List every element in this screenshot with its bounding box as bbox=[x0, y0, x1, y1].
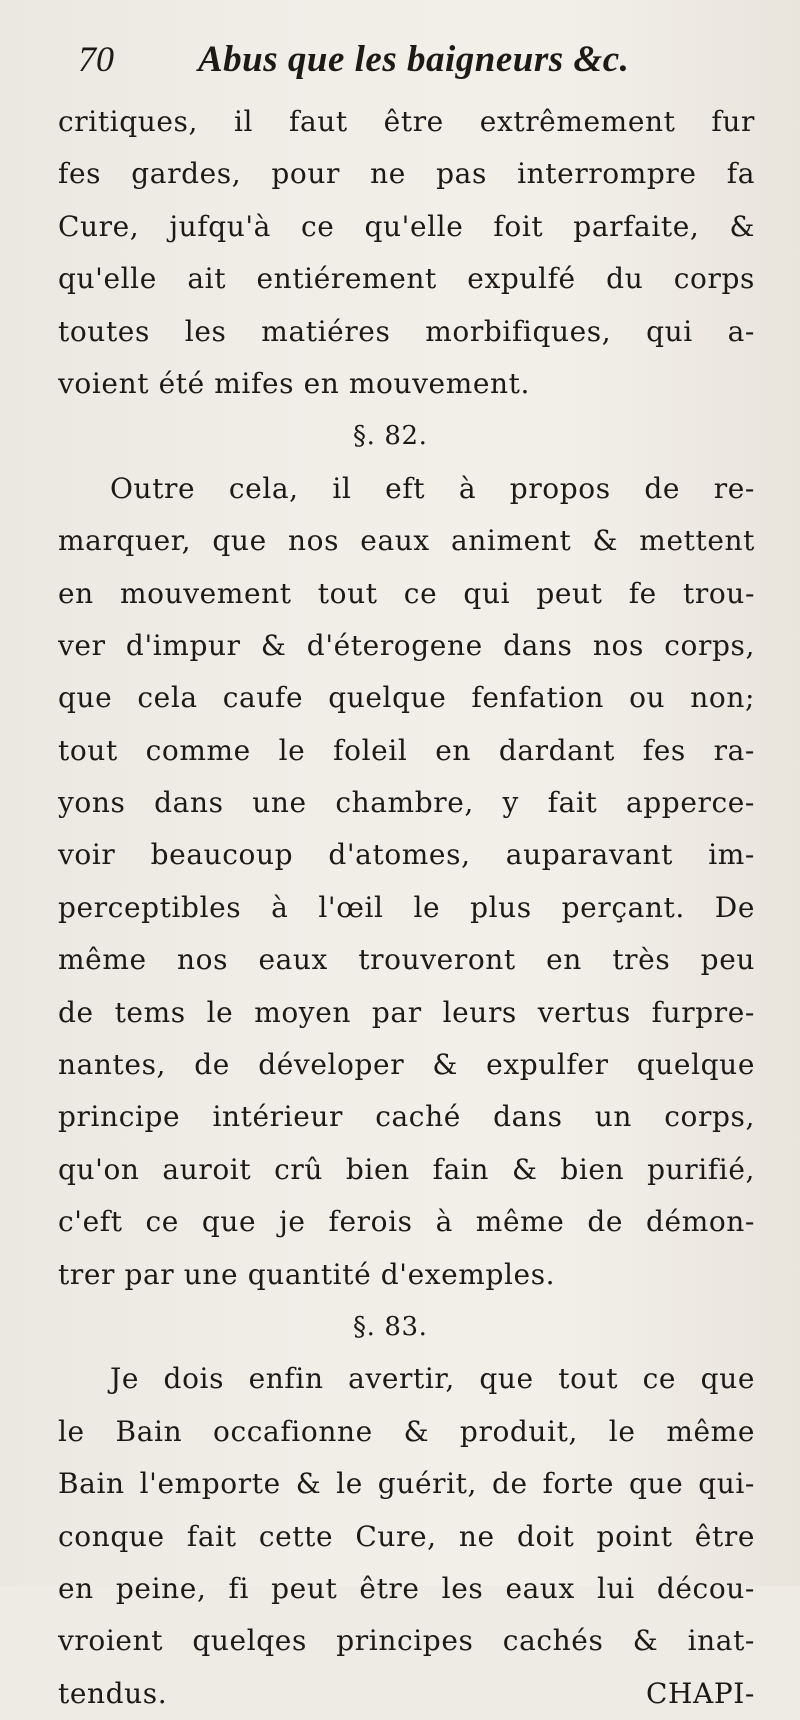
text-line: que cela caufe quelque fenfation ou non; bbox=[58, 681, 755, 715]
text-line: conque fait cette Cure, ne doit point être bbox=[58, 1519, 755, 1553]
text-line: fes gardes, pour ne pas interrompre fa bbox=[58, 157, 755, 191]
text-line: perceptibles à l'œil le plus perçant. De bbox=[58, 890, 755, 924]
text-line: Bain l'emporte & le guérit, de forte que qui- bbox=[58, 1467, 755, 1501]
text-line: en mouvement tout ce qui peut fe trou- bbox=[58, 576, 755, 610]
running-head bbox=[78, 38, 738, 88]
text-line: voient été mifes en mouvement. bbox=[58, 366, 531, 400]
text-line: voir beaucoup d'atomes, auparavant im- bbox=[58, 838, 755, 872]
page-number: 70 bbox=[78, 39, 114, 79]
text-line: marquer, que nos eaux animent & mettent bbox=[58, 524, 755, 558]
text-line: principe intérieur caché dans un corps, bbox=[58, 1100, 755, 1134]
text-line: tout comme le foleil en dardant fes ra- bbox=[58, 733, 755, 767]
text-line: critiques, il faut être extrêmement fur bbox=[58, 105, 755, 138]
last-line bbox=[58, 1668, 755, 1720]
text-line: toutes les matiéres morbifiques, qui a- bbox=[58, 314, 755, 348]
text-line: qu'elle ait entiérement expulfé du corps bbox=[58, 262, 755, 296]
text-line: trer par une quantité d'exemples. bbox=[58, 1257, 556, 1291]
catchword: CHAPI- bbox=[645, 1676, 755, 1710]
body-text bbox=[58, 96, 755, 1720]
text-line: Cure, jufqu'à ce qu'elle foit parfaite, & bbox=[58, 209, 755, 243]
text-line: Je dois enfin avertir, que tout ce que bbox=[110, 1362, 755, 1396]
text-line: ver d'impur & d'éterogene dans nos corps, bbox=[58, 628, 755, 662]
text-line: même nos eaux trouveront en très peu bbox=[58, 943, 755, 977]
text-line: vroient quelqes principes cachés & inat- bbox=[58, 1624, 755, 1658]
text-line: le Bain occafionne & produit, le même bbox=[58, 1414, 755, 1448]
running-head-title: Abus que les baigneurs &c. bbox=[198, 39, 630, 80]
text-line: de tems le moyen par leurs vertus furpre- bbox=[58, 995, 755, 1029]
text-line: tendus. bbox=[58, 1676, 168, 1710]
text-line: Outre cela, il eft à propos de re- bbox=[110, 471, 755, 505]
text-line: en peine, fi peut être les eaux lui décou- bbox=[58, 1571, 755, 1605]
text-line: nantes, de déveloper & expulfer quelque bbox=[58, 1048, 755, 1082]
text-line: yons dans une chambre, y fait apperce- bbox=[58, 786, 755, 820]
section-heading-82: §. 82. bbox=[353, 421, 428, 452]
section-heading-83: §. 83. bbox=[353, 1311, 428, 1342]
text-line: c'eft ce que je ferois à même de démon- bbox=[58, 1205, 755, 1239]
text-line: qu'on auroit crû bien fain & bien purifié, bbox=[58, 1152, 755, 1186]
